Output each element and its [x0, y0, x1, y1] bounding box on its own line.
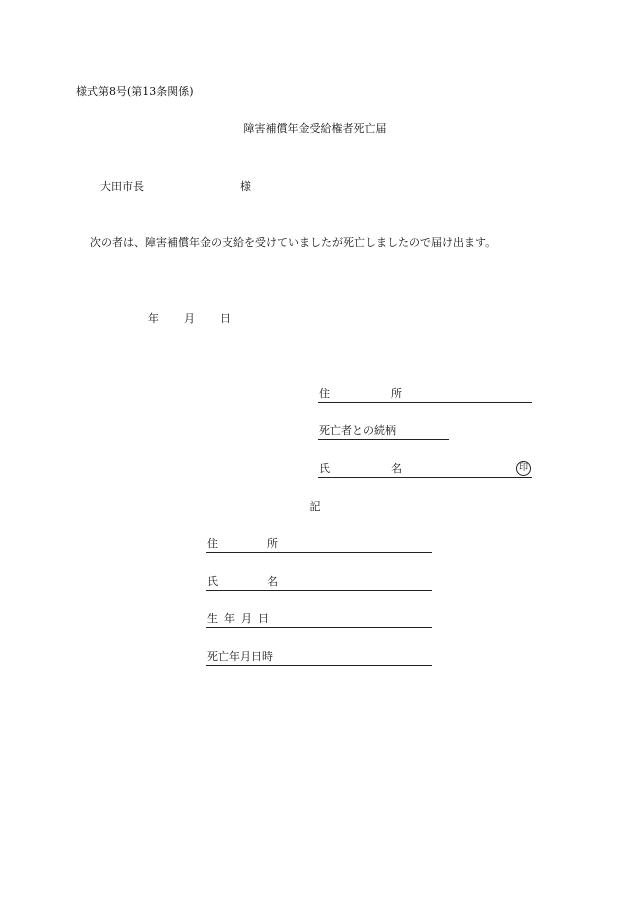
notifier-relation-label: 死亡者との続柄 [319, 424, 396, 437]
deceased-name-label-b: 名 [267, 575, 278, 588]
deceased-death-datetime-field[interactable] [206, 650, 432, 666]
addressee-honorific: 様 [240, 180, 251, 193]
record-label: 記 [309, 500, 321, 513]
notifier-address-label-b: 所 [391, 387, 402, 400]
notifier-name-label-a: 氏 [319, 462, 330, 475]
deceased-name-label-a: 氏 [207, 575, 218, 588]
seal-icon: 印 [516, 461, 531, 476]
deceased-address-label-a: 住 [207, 537, 218, 550]
notifier-address-label-a: 住 [319, 387, 330, 400]
deceased-birth-date-label: 生年月日 [207, 612, 275, 625]
date-month-label: 月 [184, 312, 195, 325]
deceased-birth-date-field[interactable] [206, 612, 432, 628]
notifier-address-field[interactable] [318, 387, 532, 403]
notifier-name-field[interactable] [318, 462, 532, 478]
notifier-name-label-b: 名 [391, 462, 402, 475]
document-title: 障害補償年金受給権者死亡届 [243, 122, 387, 135]
addressee-name: 大田市長 [100, 180, 144, 193]
deceased-death-datetime-label: 死亡年月日時 [207, 650, 273, 663]
form-number: 様式第8号(第13条関係) [76, 85, 194, 98]
deceased-address-field[interactable] [206, 537, 432, 553]
date-year-label: 年 [148, 312, 159, 325]
notifier-relation-field[interactable] [318, 424, 449, 440]
deceased-address-label-b: 所 [267, 537, 278, 550]
intro-statement: 次の者は、障害補償年金の支給を受けていましたが死亡しましたので届け出ます。 [90, 236, 497, 249]
date-day-label: 日 [220, 312, 231, 325]
deceased-name-field[interactable] [206, 575, 432, 591]
